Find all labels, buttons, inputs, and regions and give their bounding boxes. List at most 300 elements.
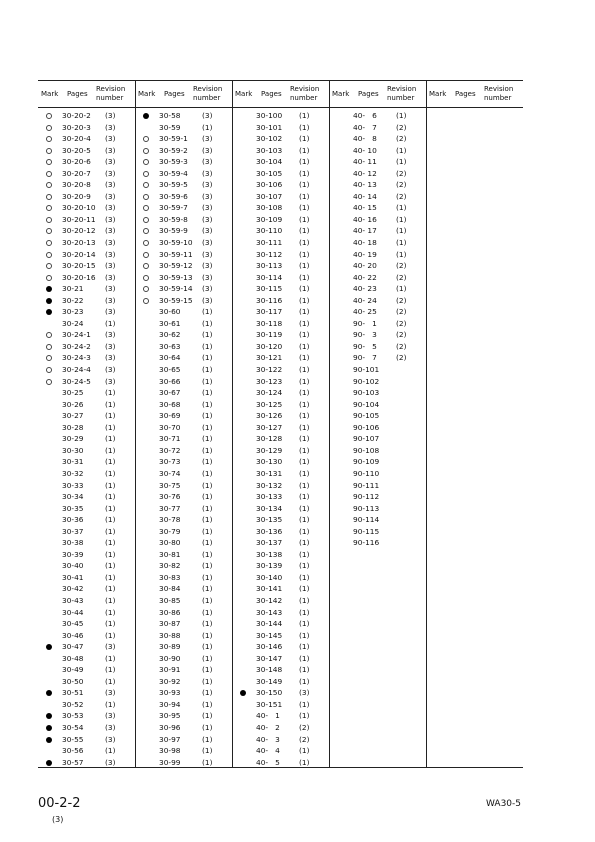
revision-cell: (1) — [299, 584, 310, 594]
table-row — [232, 526, 329, 538]
revision-cell: (1) — [202, 515, 213, 525]
page-cell: 30-99 — [159, 757, 181, 767]
page-cell: 90-102 — [353, 376, 380, 386]
revision-cell: (2) — [396, 330, 407, 340]
revision-cell: (3) — [105, 122, 116, 132]
revision-cell: (1) — [299, 595, 310, 605]
page-cell: 30-27 — [62, 411, 84, 421]
revision-cell: (1) — [105, 665, 116, 675]
column-3 — [232, 80, 329, 768]
revision-cell: (3) — [105, 180, 116, 190]
table-row — [232, 410, 329, 422]
revision-cell: (1) — [396, 238, 407, 248]
revision-cell: (1) — [299, 549, 310, 559]
table-row — [329, 468, 426, 480]
table-row — [38, 191, 135, 203]
table-row — [38, 202, 135, 214]
revision-cell: (1) — [299, 538, 310, 548]
revision-cell: (1) — [105, 538, 116, 548]
table-row — [135, 433, 232, 445]
page-cell: 30-130 — [256, 457, 283, 467]
open-circle-mark-icon — [46, 228, 52, 234]
revision-cell: (1) — [299, 341, 310, 351]
table-row — [232, 295, 329, 307]
revision-cell: (3) — [105, 365, 116, 375]
page-cell: 90-115 — [353, 526, 380, 536]
table-row — [135, 630, 232, 642]
table-row — [135, 549, 232, 561]
revision-cell: (1) — [105, 434, 116, 444]
page-cell: 30-114 — [256, 272, 283, 282]
table-row — [232, 318, 329, 330]
page-cell: 30-20-12 — [62, 226, 96, 236]
table-row — [135, 653, 232, 665]
table-row — [135, 572, 232, 584]
table-row — [329, 179, 426, 191]
page-cell: 30-75 — [159, 480, 181, 490]
table-row — [38, 249, 135, 261]
page-cell: 30-59-9 — [159, 226, 188, 236]
table-row — [135, 514, 232, 526]
open-circle-mark-icon — [46, 159, 52, 165]
table-row — [232, 249, 329, 261]
open-circle-mark-icon — [46, 240, 52, 246]
revision-cell: (1) — [299, 168, 310, 178]
table-row — [38, 710, 135, 722]
page-cell: 40- 17 — [353, 226, 377, 236]
page-cell: 30-59-11 — [159, 249, 193, 259]
revision-cell: (1) — [202, 388, 213, 398]
table-row — [232, 341, 329, 353]
table-row — [38, 468, 135, 480]
page-cell: 30-24 — [62, 318, 84, 328]
open-circle-mark-icon — [143, 298, 149, 304]
page-cell: 30-74 — [159, 468, 181, 478]
table-row — [329, 249, 426, 261]
open-circle-mark-icon — [46, 194, 52, 200]
revision-cell: (1) — [105, 653, 116, 663]
revision-cell: (3) — [202, 214, 213, 224]
table-row — [38, 399, 135, 411]
table-row — [232, 329, 329, 341]
mark-header: Mark — [41, 90, 59, 98]
page-cell: 30-20-2 — [62, 111, 91, 120]
page-cell: 30-20-3 — [62, 122, 91, 132]
page-cell: 30-24-4 — [62, 365, 91, 375]
table-row — [329, 526, 426, 538]
table-row — [232, 168, 329, 180]
revision-cell: (1) — [299, 699, 310, 709]
page-cell: 30-102 — [256, 134, 283, 144]
filled-circle-mark-icon — [46, 737, 52, 743]
revision-cell: (1) — [202, 330, 213, 340]
page-cell: 30-46 — [62, 630, 84, 640]
revision-cell: (3) — [105, 711, 116, 721]
table-row — [135, 376, 232, 388]
revision-cell: (1) — [105, 503, 116, 513]
mark-header: Mark — [138, 90, 156, 98]
revision-cell: (3) — [105, 203, 116, 213]
open-circle-mark-icon — [143, 182, 149, 188]
page-cell: 30-86 — [159, 607, 181, 617]
open-circle-mark-icon — [46, 113, 52, 119]
page-cell: 30-106 — [256, 180, 283, 190]
table-row — [329, 514, 426, 526]
table-row — [232, 480, 329, 492]
page-cell: 30-48 — [62, 653, 84, 663]
revision-cell: (3) — [202, 145, 213, 155]
page-cell: 30-59-13 — [159, 272, 193, 282]
table-row — [232, 364, 329, 376]
table-row — [38, 433, 135, 445]
revision-cell: (3) — [105, 226, 116, 236]
revision-cell: (1) — [299, 376, 310, 386]
table-row — [135, 641, 232, 653]
page-cell: 30-116 — [256, 295, 283, 305]
revision-cell: (1) — [202, 630, 213, 640]
page-cell: 30-84 — [159, 584, 181, 594]
revision-cell: (1) — [299, 468, 310, 478]
revision-cell: (1) — [202, 318, 213, 328]
page-cell: 30-24-1 — [62, 330, 91, 340]
column-rows — [38, 110, 135, 768]
revision-cell: (2) — [396, 295, 407, 305]
page-cell: 30-21 — [62, 284, 84, 294]
revision-cell: (1) — [299, 422, 310, 432]
table-row — [329, 445, 426, 457]
page-cell: 30-62 — [159, 330, 181, 340]
page-cell: 30-20-11 — [62, 214, 96, 224]
table-row — [232, 491, 329, 503]
open-circle-mark-icon — [143, 217, 149, 223]
table-row — [38, 572, 135, 584]
revision-cell: (3) — [105, 734, 116, 744]
table-row — [232, 376, 329, 388]
table-row — [329, 225, 426, 237]
open-circle-mark-icon — [46, 344, 52, 350]
table-row — [232, 572, 329, 584]
open-circle-mark-icon — [46, 355, 52, 361]
page-cell: 30-90 — [159, 653, 181, 663]
page-cell: 30-83 — [159, 572, 181, 582]
revision-cell: (1) — [202, 699, 213, 709]
page-cell: 30-98 — [159, 746, 181, 756]
table-row — [329, 214, 426, 226]
page-cell: 30-57 — [62, 757, 84, 767]
revision-cell: (1) — [202, 619, 213, 629]
table-row — [232, 734, 329, 746]
table-row — [38, 445, 135, 457]
table-row — [232, 145, 329, 157]
page-cell: 30-45 — [62, 619, 84, 629]
table-row — [135, 272, 232, 284]
table-row — [329, 399, 426, 411]
page-cell: 30-82 — [159, 561, 181, 571]
table-row — [329, 341, 426, 353]
table-row — [232, 595, 329, 607]
open-circle-mark-icon — [143, 275, 149, 281]
table-row — [38, 676, 135, 688]
table-row — [135, 237, 232, 249]
mark-header: Mark — [235, 90, 253, 98]
revision-cell: (1) — [105, 746, 116, 756]
table-row — [135, 249, 232, 261]
page-cell: 30-131 — [256, 468, 283, 478]
page-cell: 40- 14 — [353, 191, 377, 201]
page-cell: 30-20-8 — [62, 180, 91, 190]
column-5 — [426, 80, 523, 768]
revision-cell: (1) — [105, 607, 116, 617]
page-cell: 30-59-4 — [159, 168, 188, 178]
page-cell: 30-135 — [256, 515, 283, 525]
open-circle-mark-icon — [143, 136, 149, 142]
open-circle-mark-icon — [143, 171, 149, 177]
revision-cell: (1) — [202, 572, 213, 582]
table-row — [232, 202, 329, 214]
table-row — [38, 491, 135, 503]
page-cell: 30-24-2 — [62, 341, 91, 351]
revision-cell: (3) — [105, 238, 116, 248]
revision-cell: (1) — [299, 399, 310, 409]
revision-cell: (1) — [299, 122, 310, 132]
page-cell: 30-42 — [62, 584, 84, 594]
page-cell: 30-144 — [256, 619, 283, 629]
revision-cell: (1) — [105, 492, 116, 502]
revision-cell: (1) — [202, 561, 213, 571]
page-cell: 30-31 — [62, 457, 84, 467]
revision-cell: (1) — [105, 445, 116, 455]
page-cell: 30-108 — [256, 203, 283, 213]
page-cell: 90-113 — [353, 503, 380, 513]
filled-circle-mark-icon — [46, 760, 52, 766]
revision-cell: (1) — [299, 619, 310, 629]
open-circle-mark-icon — [143, 240, 149, 246]
column-4 — [329, 80, 426, 768]
page-cell: 30-71 — [159, 434, 181, 444]
revision-cell: (1) — [299, 561, 310, 571]
open-circle-mark-icon — [46, 125, 52, 131]
revision-cell: (2) — [396, 318, 407, 328]
revision-cell: (1) — [299, 492, 310, 502]
table-row — [232, 225, 329, 237]
page-cell: 30-104 — [256, 157, 283, 167]
table-row — [38, 387, 135, 399]
revision-cell: (2) — [396, 122, 407, 132]
filled-circle-mark-icon — [46, 713, 52, 719]
page-cell: 30-51 — [62, 688, 84, 698]
page-cell: 90-104 — [353, 399, 380, 409]
page-cell: 30-59-14 — [159, 284, 193, 294]
table-row — [135, 722, 232, 734]
page-cell: 90-108 — [353, 445, 380, 455]
table-row — [232, 306, 329, 318]
page-cell: 40- 2 — [256, 722, 280, 732]
table-row — [329, 110, 426, 122]
page-cell: 30-20-5 — [62, 145, 91, 155]
open-circle-mark-icon — [143, 194, 149, 200]
table-row — [38, 352, 135, 364]
revision-cell: (3) — [105, 307, 116, 317]
table-row — [329, 491, 426, 503]
revision-cell: (1) — [202, 422, 213, 432]
revision-cell: (1) — [202, 653, 213, 663]
table-row — [38, 687, 135, 699]
revision-cell: (1) — [202, 353, 213, 363]
revision-cell: (3) — [202, 134, 213, 144]
page-cell: 30-59-8 — [159, 214, 188, 224]
revision-cell: (1) — [202, 122, 213, 132]
table-row — [135, 699, 232, 711]
page-cell: 30-56 — [62, 746, 84, 756]
revision-cell: (3) — [202, 226, 213, 236]
table-row — [38, 757, 135, 769]
revision-cell: (1) — [299, 445, 310, 455]
revision-cell: (1) — [202, 434, 213, 444]
page-cell: 30-53 — [62, 711, 84, 721]
page-cell: 30-107 — [256, 191, 283, 201]
page-cell: 40- 15 — [353, 203, 377, 213]
revision-cell: (1) — [105, 549, 116, 559]
page-number: 00-2-2 — [38, 796, 81, 811]
page-cell: 30-80 — [159, 538, 181, 548]
revision-cell: (3) — [105, 330, 116, 340]
revision-cell: (3) — [105, 168, 116, 178]
revision-cell: (3) — [105, 214, 116, 224]
page-cell: 30-22 — [62, 295, 84, 305]
table-row — [135, 110, 232, 122]
table-row — [38, 410, 135, 422]
table-row — [232, 445, 329, 457]
table-row — [38, 283, 135, 295]
table-row — [232, 560, 329, 572]
page-cell: 30-20-4 — [62, 134, 91, 144]
table-row — [38, 653, 135, 665]
table-row — [135, 214, 232, 226]
open-circle-mark-icon — [46, 148, 52, 154]
table-row — [232, 583, 329, 595]
table-row — [135, 456, 232, 468]
page-cell: 30-136 — [256, 526, 283, 536]
revision-cell: (1) — [299, 157, 310, 167]
filled-circle-mark-icon — [46, 309, 52, 315]
table-row — [135, 583, 232, 595]
revision-cell: (1) — [299, 226, 310, 236]
revision-cell: (1) — [299, 411, 310, 421]
table-row — [329, 156, 426, 168]
page-cell: 90- 7 — [353, 353, 377, 363]
revision-cell: (2) — [396, 353, 407, 363]
table-row — [135, 122, 232, 134]
table-row — [329, 329, 426, 341]
open-circle-mark-icon — [46, 252, 52, 258]
column-1 — [38, 80, 135, 768]
page-cell: 40- 19 — [353, 249, 377, 259]
page-cell: 30-39 — [62, 549, 84, 559]
revision-cell: (1) — [202, 665, 213, 675]
table-row — [232, 133, 329, 145]
open-circle-mark-icon — [46, 263, 52, 269]
table-row — [232, 399, 329, 411]
table-row — [135, 687, 232, 699]
page-cell: 30-91 — [159, 665, 181, 675]
revision-cell: (2) — [299, 722, 310, 732]
revision-cell: (1) — [202, 688, 213, 698]
table-row — [329, 168, 426, 180]
revision-cell: (1) — [105, 630, 116, 640]
table-row — [135, 352, 232, 364]
revision-header: Revision number — [484, 85, 514, 102]
table-row — [329, 456, 426, 468]
table-row — [232, 699, 329, 711]
page-cell: 30-93 — [159, 688, 181, 698]
revision-cell: (2) — [396, 168, 407, 178]
page-cell: 90- 3 — [353, 330, 377, 340]
table-row — [232, 272, 329, 284]
revision-cell: (1) — [396, 214, 407, 224]
page-cell: 30-68 — [159, 399, 181, 409]
table-row — [38, 260, 135, 272]
revision-cell: (1) — [299, 607, 310, 617]
page-cell: 90- 5 — [353, 341, 377, 351]
table-row — [38, 364, 135, 376]
page-cell: 40- 20 — [353, 261, 377, 271]
revision-cell: (3) — [105, 249, 116, 259]
page-cell: 30-59-7 — [159, 203, 188, 213]
page-cell: 90-110 — [353, 468, 380, 478]
table-row — [135, 422, 232, 434]
page-cell: 90-111 — [353, 480, 380, 490]
revision-cell: (1) — [299, 676, 310, 686]
page-cell: 30-32 — [62, 468, 84, 478]
revision-cell: (2) — [299, 734, 310, 744]
page-cell: 30-72 — [159, 445, 181, 455]
open-circle-mark-icon — [143, 205, 149, 211]
revision-cell: (3) — [202, 284, 213, 294]
revision-cell: (1) — [396, 226, 407, 236]
open-circle-mark-icon — [46, 379, 52, 385]
table-row — [38, 618, 135, 630]
page-cell: 30-44 — [62, 607, 84, 617]
revision-cell: (1) — [299, 261, 310, 271]
column-rows — [329, 110, 426, 549]
page-cell: 30-61 — [159, 318, 181, 328]
page-cell: 90-116 — [353, 538, 380, 548]
table-row — [38, 699, 135, 711]
page-cell: 30-59-10 — [159, 238, 193, 248]
page-cell: 90-112 — [353, 492, 380, 502]
revision-cell: (1) — [299, 272, 310, 282]
revision-cell: (2) — [396, 191, 407, 201]
table-row — [38, 722, 135, 734]
table-row — [232, 722, 329, 734]
table-row — [232, 757, 329, 769]
table-row — [232, 387, 329, 399]
revision-cell: (1) — [299, 111, 310, 120]
column-rows — [135, 110, 232, 768]
page-cell: 30-133 — [256, 492, 283, 502]
page-cell: 30-77 — [159, 503, 181, 513]
revision-cell: (1) — [105, 468, 116, 478]
revision-cell: (1) — [299, 330, 310, 340]
page-cell: 30-92 — [159, 676, 181, 686]
table-row — [135, 260, 232, 272]
page-cell: 30-47 — [62, 642, 84, 652]
table-row — [135, 191, 232, 203]
table-row — [135, 664, 232, 676]
table-row — [329, 537, 426, 549]
table-row — [135, 480, 232, 492]
table-row — [135, 329, 232, 341]
